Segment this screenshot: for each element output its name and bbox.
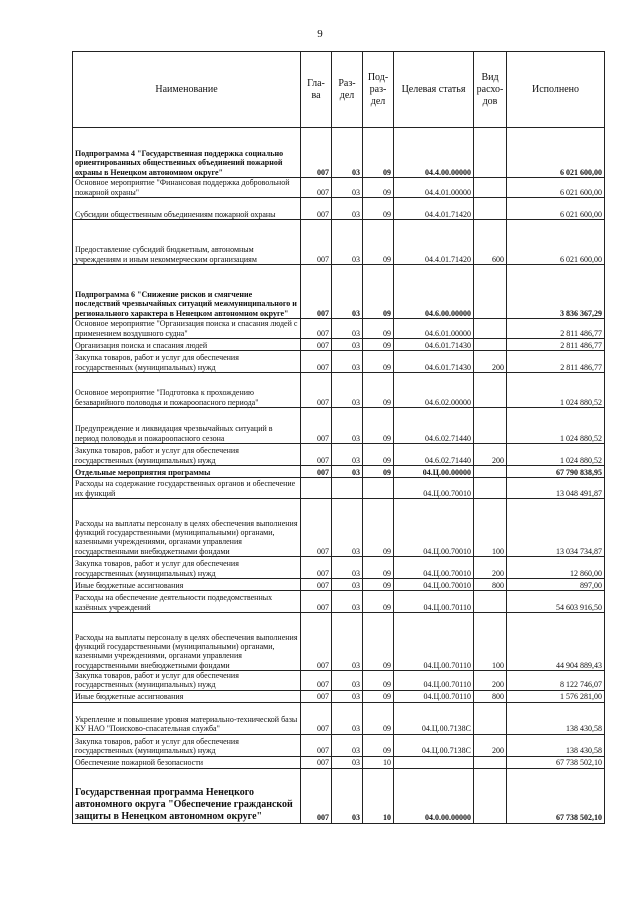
row-name: Иные бюджетные ассигнования: [73, 579, 301, 591]
row-razdel: 03: [332, 579, 363, 591]
row-razdel: 03: [332, 408, 363, 444]
table-row: [73, 265, 605, 319]
row-glava: 007: [301, 351, 332, 373]
row-glava: 007: [301, 373, 332, 408]
row-amount: 6 021 600,00: [507, 128, 605, 178]
header-glava: Гла-ва: [301, 52, 332, 128]
row-name: Подпрограмма 4 "Государственная поддержка социально ориентированных общественных объединений пожарной охраны в Ненецком автономном округе": [73, 128, 301, 178]
row-glava: 007: [301, 178, 332, 198]
row-razdel: 03: [332, 466, 363, 478]
row-glava: 007: [301, 671, 332, 691]
row-razdel: 03: [332, 351, 363, 373]
table-row: [73, 178, 605, 198]
row-podrazdel: 09: [363, 373, 394, 408]
row-vid: 600: [474, 220, 507, 265]
row-vid: [474, 373, 507, 408]
header-podrazdel: Под-раз-дел: [363, 52, 394, 128]
row-amount: 8 122 746,07: [507, 671, 605, 691]
row-podrazdel: 09: [363, 265, 394, 319]
table-row: [73, 702, 605, 734]
row-name: Отдельные мероприятия программы: [73, 466, 301, 478]
table-body: [73, 128, 605, 824]
row-vid: [474, 319, 507, 339]
row-podrazdel: 09: [363, 319, 394, 339]
table-row: [73, 198, 605, 220]
row-glava: 007: [301, 756, 332, 768]
row-target: 04.6.01.71430: [394, 351, 474, 373]
row-amount: 897,00: [507, 579, 605, 591]
row-target: 04.Ц.00.00000: [394, 466, 474, 478]
row-podrazdel: 09: [363, 734, 394, 756]
row-podrazdel: 09: [363, 408, 394, 444]
row-razdel: 03: [332, 339, 363, 351]
row-amount: 67 738 502,10: [507, 768, 605, 823]
row-amount: 3 836 367,29: [507, 265, 605, 319]
row-target: 04.6.02.00000: [394, 373, 474, 408]
row-amount: 67 738 502,10: [507, 756, 605, 768]
row-razdel: 03: [332, 265, 363, 319]
row-amount: 2 811 486,77: [507, 319, 605, 339]
row-podrazdel: 09: [363, 579, 394, 591]
row-target: 04.6.01.71430: [394, 339, 474, 351]
table-row: [73, 128, 605, 178]
row-razdel: 03: [332, 373, 363, 408]
row-podrazdel: 09: [363, 591, 394, 613]
row-podrazdel: 09: [363, 444, 394, 466]
row-target: 04.6.02.71440: [394, 444, 474, 466]
row-vid: 200: [474, 734, 507, 756]
row-vid: 800: [474, 579, 507, 591]
budget-table: [72, 51, 605, 824]
row-razdel: 03: [332, 220, 363, 265]
row-target: 04.Ц.00.70010: [394, 478, 474, 499]
row-vid: [474, 265, 507, 319]
row-podrazdel: 09: [363, 499, 394, 557]
row-target: 04.0.00.00000: [394, 768, 474, 823]
row-name: Основное мероприятие "Финансовая поддержка добровольной пожарной охраны": [73, 178, 301, 198]
row-razdel: 03: [332, 128, 363, 178]
row-amount: 6 021 600,00: [507, 198, 605, 220]
row-razdel: 03: [332, 768, 363, 823]
row-podrazdel: 09: [363, 702, 394, 734]
row-amount: 1 024 880,52: [507, 373, 605, 408]
row-glava: 007: [301, 613, 332, 671]
row-glava: 007: [301, 408, 332, 444]
row-glava: 007: [301, 591, 332, 613]
row-razdel: 03: [332, 734, 363, 756]
row-glava: 007: [301, 444, 332, 466]
row-amount: 13 034 734,87: [507, 499, 605, 557]
row-target: [394, 756, 474, 768]
row-name: Закупка товаров, работ и услуг для обеспечения государственных (муниципальных) нужд: [73, 557, 301, 579]
table-row: [73, 734, 605, 756]
row-vid: 200: [474, 351, 507, 373]
row-vid: [474, 768, 507, 823]
row-amount: 1 024 880,52: [507, 444, 605, 466]
row-name: Основное мероприятие "Организация поиска и спасания людей с применением воздушного судна": [73, 319, 301, 339]
row-name: Государственная программа Ненецкого автономного округа "Обеспечение гражданской защиты в Ненецком автономном округе": [73, 768, 301, 823]
row-podrazdel: [363, 478, 394, 499]
row-razdel: 03: [332, 499, 363, 557]
row-target: 04.6.02.71440: [394, 408, 474, 444]
row-glava: 007: [301, 702, 332, 734]
row-razdel: 03: [332, 671, 363, 691]
table-header-row: [73, 52, 605, 128]
row-target: 04.Ц.00.70110: [394, 671, 474, 691]
header-target: Целевая статья: [394, 52, 474, 128]
row-amount: 138 430,58: [507, 702, 605, 734]
row-podrazdel: 09: [363, 178, 394, 198]
row-target: 04.4.00.00000: [394, 128, 474, 178]
row-name: Иные бюджетные ассигнования: [73, 690, 301, 702]
row-target: 04.Ц.00.7138С: [394, 734, 474, 756]
row-amount: 6 021 600,00: [507, 178, 605, 198]
row-glava: 007: [301, 466, 332, 478]
row-razdel: 03: [332, 591, 363, 613]
row-glava: 007: [301, 265, 332, 319]
row-amount: 2 811 486,77: [507, 351, 605, 373]
row-podrazdel: 09: [363, 128, 394, 178]
row-vid: [474, 702, 507, 734]
row-glava: 007: [301, 557, 332, 579]
row-vid: [474, 128, 507, 178]
table-row: [73, 499, 605, 557]
table-row: [73, 671, 605, 691]
row-razdel: [332, 478, 363, 499]
row-vid: 200: [474, 671, 507, 691]
row-glava: 007: [301, 198, 332, 220]
row-razdel: 03: [332, 444, 363, 466]
row-target: 04.Ц.00.7138С: [394, 702, 474, 734]
row-target: 04.Ц.00.70010: [394, 557, 474, 579]
row-razdel: 03: [332, 557, 363, 579]
row-target: 04.Ц.00.70010: [394, 579, 474, 591]
table-row: [73, 557, 605, 579]
row-target: 04.6.00.00000: [394, 265, 474, 319]
row-amount: 67 790 838,95: [507, 466, 605, 478]
row-name: Расходы на содержание государственных органов и обеспечение их функций: [73, 478, 301, 499]
row-podrazdel: 09: [363, 198, 394, 220]
row-podrazdel: 09: [363, 339, 394, 351]
table-row: [73, 466, 605, 478]
row-name: Закупка товаров, работ и услуг для обеспечения государственных (муниципальных) нужд: [73, 671, 301, 691]
header-vid: Вид расхо-дов: [474, 52, 507, 128]
row-podrazdel: 09: [363, 671, 394, 691]
row-vid: [474, 198, 507, 220]
table-row: [73, 408, 605, 444]
table-row: [73, 768, 605, 823]
row-name: Обеспечение пожарной безопасности: [73, 756, 301, 768]
row-vid: [474, 478, 507, 499]
row-amount: 12 860,00: [507, 557, 605, 579]
row-glava: 007: [301, 579, 332, 591]
table-row: [73, 351, 605, 373]
row-target: 04.Ц.00.70110: [394, 690, 474, 702]
row-name: Предупреждение и ликвидация чрезвычайных ситуаций в период половодья и пожароопасного сезона: [73, 408, 301, 444]
row-podrazdel: 09: [363, 351, 394, 373]
row-vid: [474, 466, 507, 478]
row-podrazdel: 09: [363, 557, 394, 579]
row-vid: [474, 178, 507, 198]
row-name: Подпрограмма 6 "Снижение рисков и смягчение последствий чрезвычайных ситуаций межмуниципального и регионального характера в Ненецком автономном округе": [73, 265, 301, 319]
row-vid: [474, 591, 507, 613]
row-glava: 007: [301, 128, 332, 178]
row-glava: 007: [301, 768, 332, 823]
table-row: [73, 373, 605, 408]
row-glava: 007: [301, 499, 332, 557]
row-razdel: 03: [332, 690, 363, 702]
row-amount: 2 811 486,77: [507, 339, 605, 351]
row-target: 04.Ц.00.70110: [394, 613, 474, 671]
row-target: 04.6.01.00000: [394, 319, 474, 339]
row-razdel: 03: [332, 198, 363, 220]
header-name: Наименование: [73, 52, 301, 128]
row-razdel: 03: [332, 613, 363, 671]
row-vid: 100: [474, 499, 507, 557]
row-name: Основное мероприятие "Подготовка к прохождению безаварийного половодья и пожароопасного периода": [73, 373, 301, 408]
row-name: Закупка товаров, работ и услуг для обеспечения государственных (муниципальных) нужд: [73, 351, 301, 373]
table-row: [73, 756, 605, 768]
row-target: 04.4.01.71420: [394, 220, 474, 265]
row-glava: 007: [301, 734, 332, 756]
row-amount: 54 603 916,50: [507, 591, 605, 613]
row-vid: [474, 339, 507, 351]
table-row: [73, 444, 605, 466]
table-row: [73, 613, 605, 671]
row-name: Расходы на выплаты персоналу в целях обеспечения выполнения функций государственными (муниципальными) органами, казенными учреждениями, органами управления государственными внебюджетными фондами: [73, 613, 301, 671]
row-target: 04.Ц.00.70110: [394, 591, 474, 613]
row-name: Расходы на выплаты персоналу в целях обеспечения выполнения функций государственными (муниципальными) органами, казенными учреждениями, органами управления государственными внебюджетными фондами: [73, 499, 301, 557]
row-razdel: 03: [332, 319, 363, 339]
row-podrazdel: 09: [363, 613, 394, 671]
row-glava: 007: [301, 319, 332, 339]
row-amount: 138 430,58: [507, 734, 605, 756]
row-name: Организация поиска и спасания людей: [73, 339, 301, 351]
row-razdel: 03: [332, 702, 363, 734]
row-glava: [301, 478, 332, 499]
row-razdel: 03: [332, 756, 363, 768]
row-glava: 007: [301, 690, 332, 702]
row-target: 04.4.01.00000: [394, 178, 474, 198]
row-podrazdel: 09: [363, 466, 394, 478]
row-vid: 800: [474, 690, 507, 702]
page-number: 9: [317, 28, 323, 40]
row-glava: 007: [301, 220, 332, 265]
row-glava: 007: [301, 339, 332, 351]
table-row: [73, 478, 605, 499]
row-podrazdel: 10: [363, 768, 394, 823]
row-name: Закупка товаров, работ и услуг для обеспечения государственных (муниципальных) нужд: [73, 444, 301, 466]
row-target: 04.4.01.71420: [394, 198, 474, 220]
row-amount: 13 048 491,87: [507, 478, 605, 499]
header-razdel: Раз-дел: [332, 52, 363, 128]
row-vid: 100: [474, 613, 507, 671]
row-amount: 1 024 880,52: [507, 408, 605, 444]
row-name: Расходы на обеспечение деятельности подведомственных казённых учреждений: [73, 591, 301, 613]
row-vid: [474, 756, 507, 768]
table-row: [73, 591, 605, 613]
row-name: Укрепление и повышение уровня материально-технической базы КУ НАО "Поисково-спасательная служба": [73, 702, 301, 734]
table-row: [73, 220, 605, 265]
row-name: Закупка товаров, работ и услуг для обеспечения государственных (муниципальных) нужд: [73, 734, 301, 756]
row-podrazdel: 10: [363, 756, 394, 768]
table-row: [73, 579, 605, 591]
row-podrazdel: 09: [363, 220, 394, 265]
header-executed: Исполнено: [507, 52, 605, 128]
table-row: [73, 319, 605, 339]
row-razdel: 03: [332, 178, 363, 198]
row-name: Предоставление субсидий бюджетным, автономным учреждениям и иным некоммерческим организациям: [73, 220, 301, 265]
row-amount: 1 576 281,00: [507, 690, 605, 702]
table-row: [73, 690, 605, 702]
row-vid: 200: [474, 557, 507, 579]
row-vid: [474, 408, 507, 444]
row-name: Субсидии общественным объединениям пожарной охраны: [73, 198, 301, 220]
row-target: 04.Ц.00.70010: [394, 499, 474, 557]
row-vid: 200: [474, 444, 507, 466]
row-amount: 6 021 600,00: [507, 220, 605, 265]
table-row: [73, 339, 605, 351]
row-podrazdel: 09: [363, 690, 394, 702]
row-amount: 44 904 889,43: [507, 613, 605, 671]
